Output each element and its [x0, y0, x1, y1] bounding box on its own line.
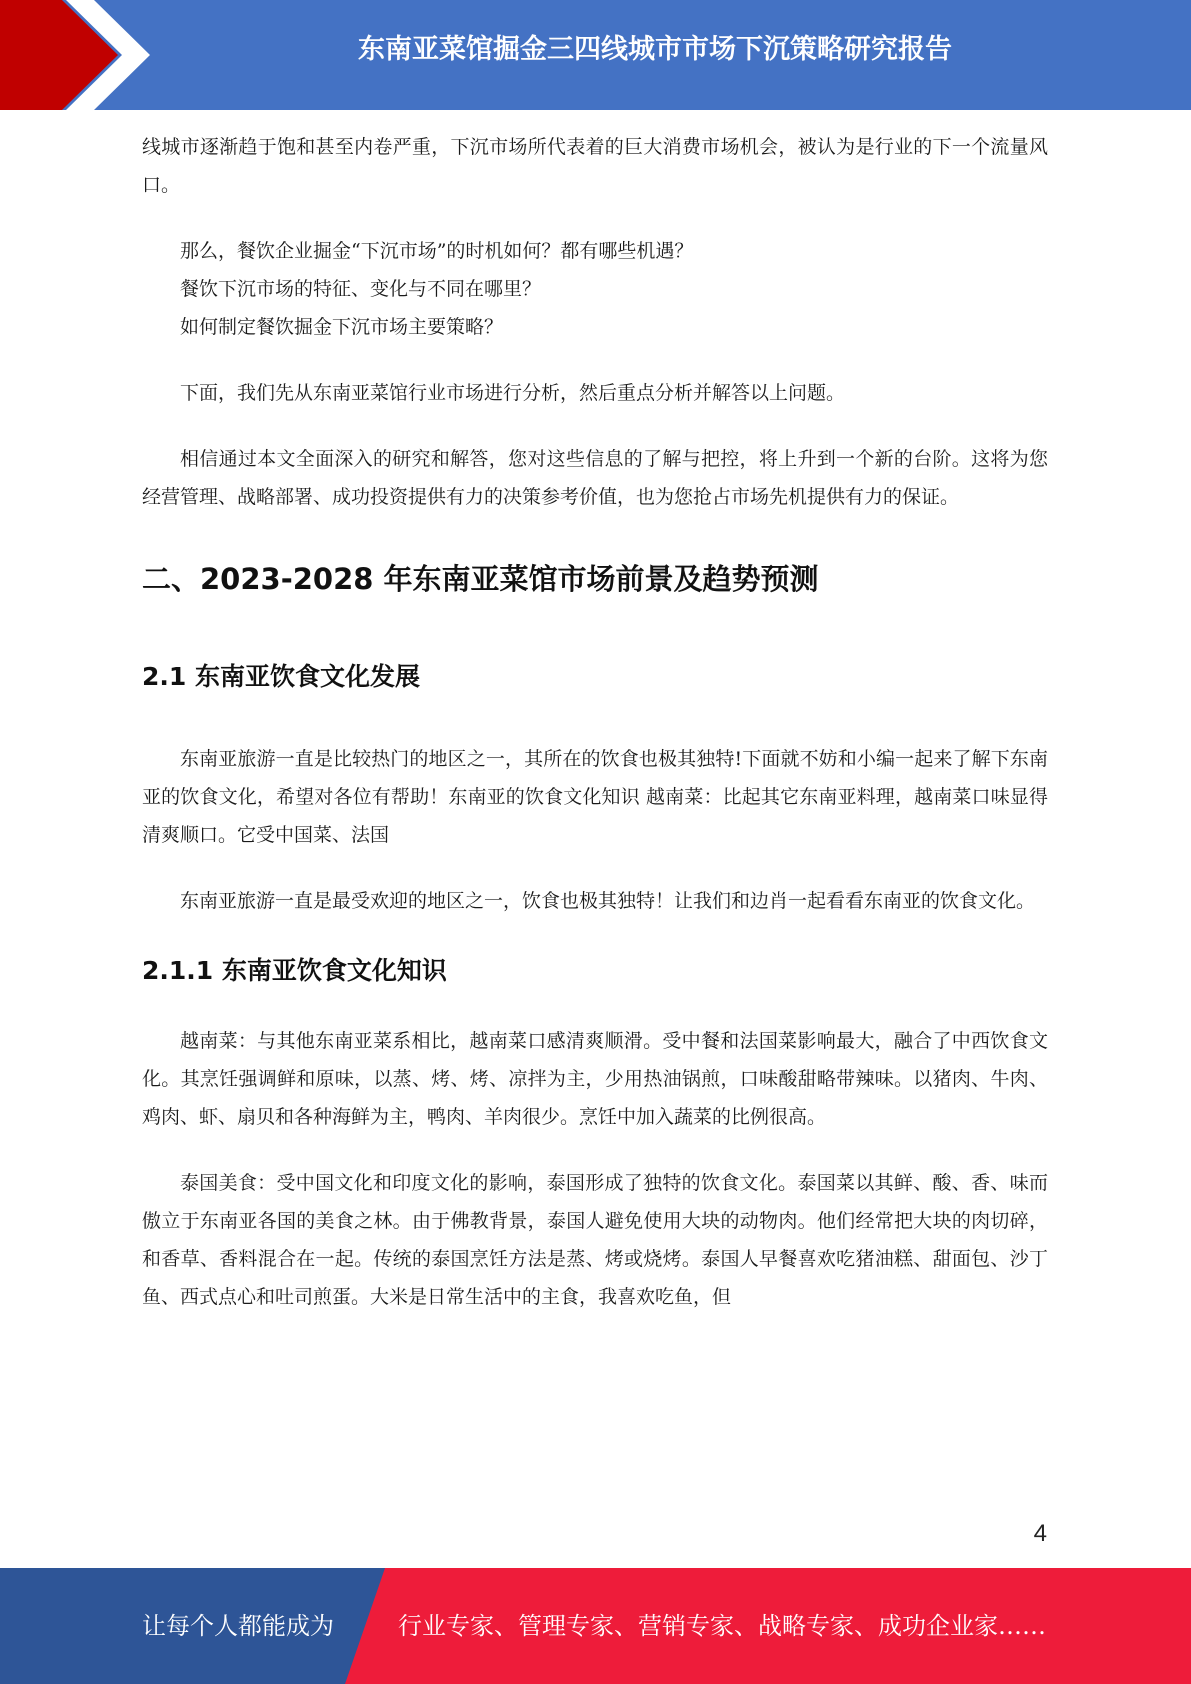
next-analysis-paragraph: 下面，我们先从东南亚菜馆行业市场进行分析，然后重点分析并解答以上问题。 [180, 382, 846, 404]
section-heading: 二、2023-2028 年东南亚菜馆市场前景及趋势预测 [142, 562, 819, 596]
question-3: 如何制定餐饮掘金下沉市场主要策略？ [180, 316, 504, 338]
travel-paragraph-1: 东南亚旅游一直是比较热门的地区之一，其所在的饮食也极其独特!下面就不妨和小编一起来了解下东南亚的饮食文化，希望对各位有帮助！东南亚的饮食文化知识 越南菜：比起其它东南亚料理，越南菜口味显得清爽顺口。它受中国菜、法国 [142, 748, 1048, 846]
question-2: 餐饮下沉市场的特征、变化与不同在哪里？ [180, 278, 542, 300]
page-number: 4 [1033, 1520, 1047, 1547]
believe-paragraph: 相信通过本文全面深入的研究和解答，您对这些信息的了解与把控，将上升到一个新的台阶。这将为您经营管理、战略部署、成功投资提供有力的决策参考价值，也为您抢占市场先机提供有力的保证。 [142, 448, 1048, 508]
footer-slogan-right: 行业专家、管理专家、营销专家、战略专家、成功企业家…… [398, 1612, 1046, 1640]
thai-cuisine-paragraph: 泰国美食：受中国文化和印度文化的影响，泰国形成了独特的饮食文化。泰国菜以其鲜、酸、香、味而傲立于东南亚各国的美食之林。由于佛教背景，泰国人避免使用大块的动物肉。他们经常把大块的肉切碎，和香草、香料混合在一起。传统的泰国烹饪方法是蒸、烤或烧烤。泰国人早餐喜欢吃猪油糕、甜面包、沙丁鱼、西式点心和吐司煎蛋。大米是日常生活中的主食，我喜欢吃鱼，但 [142, 1172, 1048, 1308]
question-list [142, 232, 1048, 346]
footer-slogan-left: 让每个人都能成为 [142, 1612, 334, 1640]
page-header [0, 0, 1191, 110]
document-body [142, 128, 1048, 1316]
report-title: 东南亚菜馆掘金三四线城市市场下沉策略研究报告 [358, 34, 952, 65]
subsection-heading: 2.1 东南亚饮食文化发展 [142, 662, 420, 691]
intro-continuation-paragraph: 线城市逐渐趋于饱和甚至内卷严重，下沉市场所代表着的巨大消费市场机会，被认为是行业的下一个流量风口。 [142, 136, 1048, 196]
page-footer [0, 1568, 1191, 1684]
travel-paragraph-2: 东南亚旅游一直是最受欢迎的地区之一，饮食也极其独特！让我们和边肖一起看看东南亚的饮食文化。 [180, 890, 1036, 912]
question-1: 那么，餐饮企业掘金“下沉市场”的时机如何？都有哪些机遇？ [180, 240, 694, 262]
vietnam-cuisine-paragraph: 越南菜：与其他东南亚菜系相比，越南菜口感清爽顺滑。受中餐和法国菜影响最大，融合了中西饮食文化。其烹饪强调鲜和原味，以蒸、烤、烤、凉拌为主，少用热油锅煎，口味酸甜略带辣味。以猪肉、牛肉、鸡肉、虾、扇贝和各种海鲜为主，鸭肉、羊肉很少。烹饪中加入蔬菜的比例很高。 [142, 1030, 1048, 1128]
subsubsection-heading: 2.1.1 东南亚饮食文化知识 [142, 956, 447, 985]
